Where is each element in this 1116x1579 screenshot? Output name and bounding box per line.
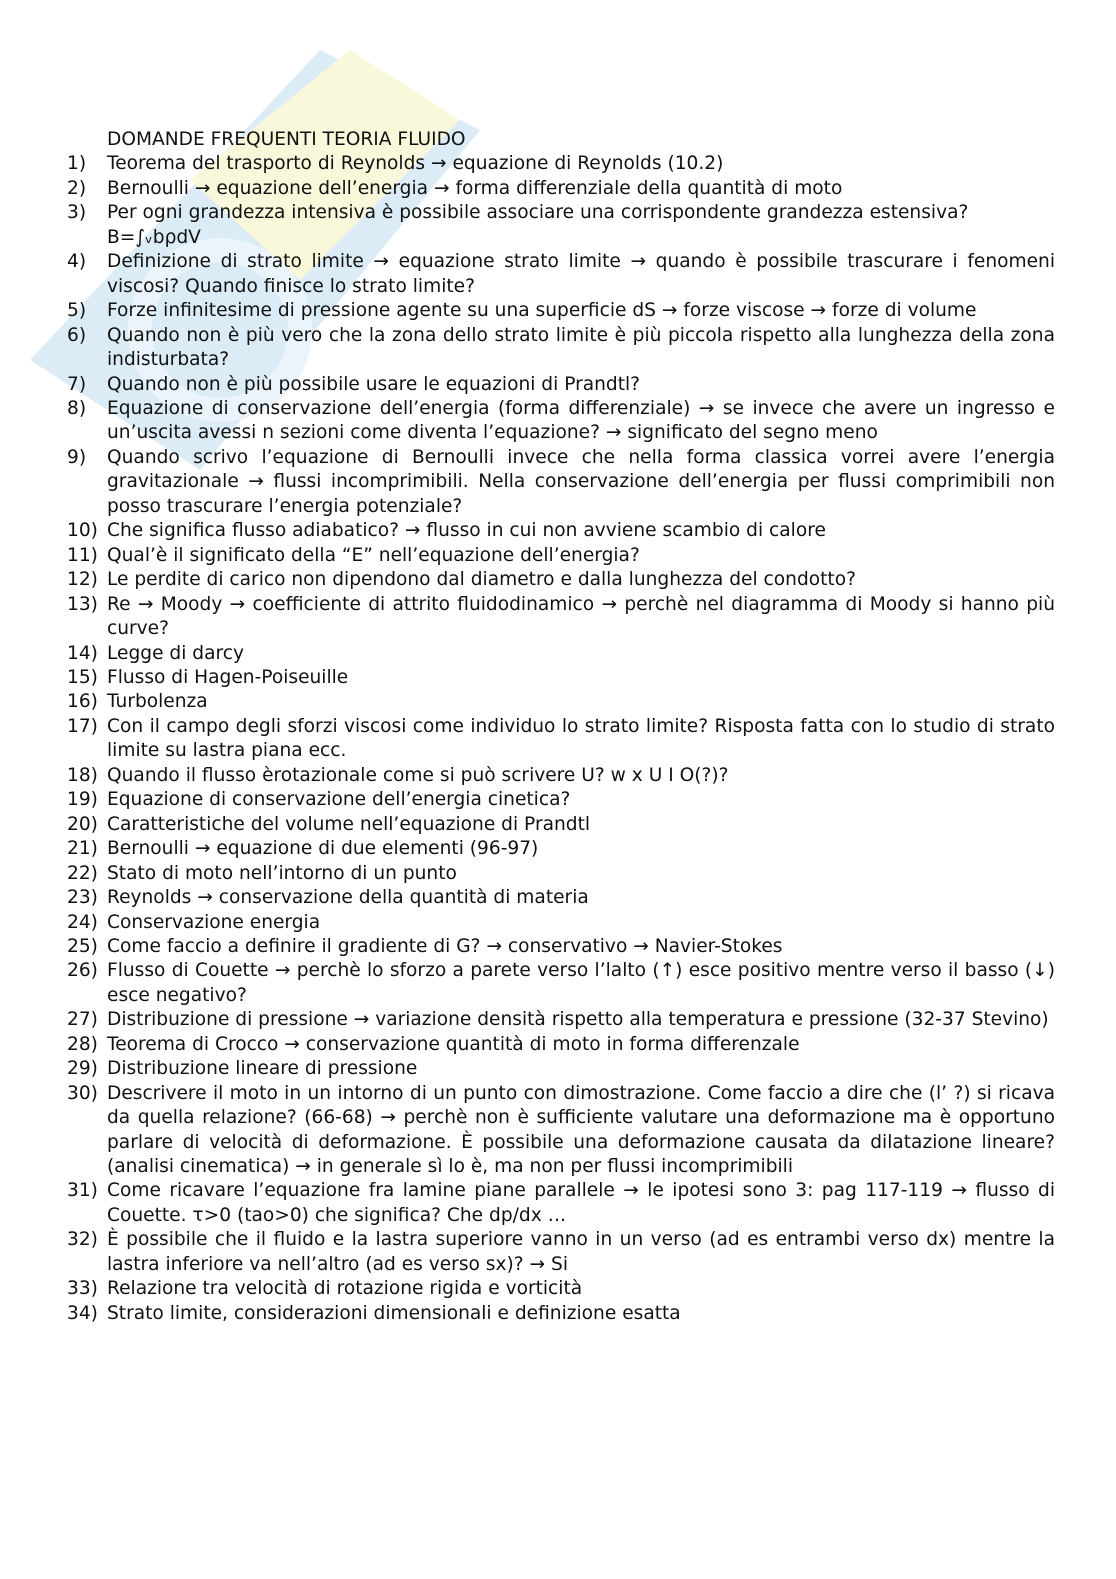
item-text-content: Come ricavare l’equazione fra lamine piane parallele → le ipotesi sono 3: pag 117-119 → flusso di Couette. τ>0 (tao>0) che significa? Che dp/dx … xyxy=(107,1180,1055,1226)
item-text-content: Caratteristiche del volume nell’equazione di Prandtl xyxy=(107,813,591,835)
list-item xyxy=(67,862,1055,886)
item-text-content: Definizione di strato limite → equazione strato limite → quando è possibile trascurare i fenomeni viscosi? Quando finisce lo strato limite? xyxy=(107,251,1055,297)
item-number: 7) xyxy=(67,373,87,395)
list-item xyxy=(67,1057,1055,1081)
item-text xyxy=(107,911,1055,935)
item-text xyxy=(107,397,1055,446)
list-item xyxy=(67,519,1055,543)
item-number: 9) xyxy=(67,446,87,468)
item-text xyxy=(107,1228,1055,1277)
item-number: 15) xyxy=(67,666,98,688)
list-item xyxy=(67,299,1055,323)
item-text-content: Quando non è più possibile usare le equazioni di Prandtl? xyxy=(107,373,641,395)
item-text xyxy=(107,1302,1055,1326)
list-item xyxy=(67,1008,1055,1032)
item-text-content: Equazione di conservazione dell’energia (forma differenziale) → se invece che avere un ingresso e un’uscita avessi n sezioni come diventa l’equazione? → significato del segno meno xyxy=(107,397,1055,444)
list-item xyxy=(67,446,1055,519)
item-text-content: Bernoulli → equazione dell’energia → forma differenziale della quantità di moto xyxy=(107,177,843,199)
list-item xyxy=(67,1277,1055,1301)
item-number: 30) xyxy=(67,1082,98,1104)
item-number: 20) xyxy=(67,813,98,835)
item-number: 13) xyxy=(67,593,98,615)
item-number: 28) xyxy=(67,1033,98,1055)
item-text-content: Stato di moto nell’intorno di un punto xyxy=(107,862,457,884)
item-number: 10) xyxy=(67,520,98,542)
list-item xyxy=(67,642,1055,666)
formula: B=∫ᵥbρdV xyxy=(107,226,201,248)
item-number: 34) xyxy=(67,1302,98,1324)
list-item xyxy=(67,544,1055,568)
list-item xyxy=(67,593,1055,642)
item-number: 1) xyxy=(67,153,87,175)
list-item xyxy=(67,324,1055,373)
document-title: DOMANDE FREQUENTI TEORIA FLUIDO xyxy=(107,129,466,150)
item-number: 31) xyxy=(67,1180,98,1202)
item-text-content: Turbolenza xyxy=(107,691,208,713)
item-text-content: Strato limite, considerazioni dimensionali e definizione esatta xyxy=(107,1302,681,1324)
item-text-content: Re → Moody → coefficiente di attrito fluidodinamico → perchè nel diagramma di Moody si hanno più curve? xyxy=(107,593,1055,640)
list-item xyxy=(67,1302,1055,1326)
list-item xyxy=(67,152,1055,176)
item-text xyxy=(107,935,1055,959)
item-text xyxy=(107,788,1055,812)
item-number: 32) xyxy=(67,1229,98,1251)
item-number: 29) xyxy=(67,1058,98,1080)
item-text-content: Teorema del trasporto di Reynolds → equazione di Reynolds (10.2) xyxy=(107,153,724,175)
item-text xyxy=(107,862,1055,886)
list-item xyxy=(67,764,1055,788)
list-item xyxy=(67,1228,1055,1277)
list-item xyxy=(67,1179,1055,1228)
item-number: 27) xyxy=(67,1009,98,1031)
item-number: 3) xyxy=(67,202,87,224)
item-text-content: Legge di darcy xyxy=(107,642,244,664)
list-item xyxy=(67,666,1055,690)
item-text-content: Flusso di Hagen-Poiseuille xyxy=(107,666,349,688)
item-number: 22) xyxy=(67,862,98,884)
item-number: 19) xyxy=(67,789,98,811)
item-text-content: Equazione di conservazione dell’energia cinetica? xyxy=(107,789,571,811)
list-item xyxy=(67,397,1055,446)
item-text-content: Quando non è più vero che la zona dello strato limite è più piccola rispetto alla lunghezza della zona indisturbata? xyxy=(107,324,1055,371)
list-item xyxy=(67,177,1055,201)
item-number: 21) xyxy=(67,838,98,860)
item-text xyxy=(107,519,1055,543)
list-item xyxy=(67,690,1055,714)
document-body xyxy=(67,128,1055,1326)
item-text xyxy=(107,1008,1055,1032)
item-number: 8) xyxy=(67,397,87,419)
item-number: 2) xyxy=(67,177,87,199)
item-text-content: Descrivere il moto in un intorno di un punto con dimostrazione. Come faccio a dire che (l’ ?) si ricava da quella relazione? (66-68) → perchè non è sufficiente valutare una deformazione ma è opportuno parlare di velocità di deformazione. È possibile una deformazione causata da dilatazione lineare? (analisi cinematica) → in generale sì lo è, ma non per flussi incomprimibili xyxy=(107,1082,1055,1178)
item-text-content: Per ogni grandezza intensiva è possibile associare una corrispondente grandezza estensiva? xyxy=(107,202,969,224)
item-number: 12) xyxy=(67,569,98,591)
item-text xyxy=(107,690,1055,714)
item-text-content: Come faccio a definire il gradiente di G? → conservativo → Navier-Stokes xyxy=(107,935,783,957)
item-text xyxy=(107,568,1055,592)
list-item xyxy=(67,250,1055,299)
item-text xyxy=(107,813,1055,837)
item-text xyxy=(107,642,1055,666)
item-number: 4) xyxy=(67,251,87,273)
item-number: 17) xyxy=(67,715,98,737)
list-item xyxy=(67,373,1055,397)
item-text xyxy=(107,593,1055,642)
item-text-content: Conservazione energia xyxy=(107,911,321,933)
item-text xyxy=(107,446,1055,519)
item-number: 5) xyxy=(67,300,87,322)
item-text-content: È possibile che il fluido e la lastra superiore vanno in un verso (ad es entrambi verso dx) mentre la lastra inferiore va nell’altro (ad es verso sx)? → Si xyxy=(107,1229,1055,1275)
item-text-content: Distribuzione di pressione → variazione densità rispetto alla temperatura e pressione (32-37 Stevino) xyxy=(107,1009,1049,1031)
item-text-content: Bernoulli → equazione di due elementi (96-97) xyxy=(107,838,539,860)
item-number: 6) xyxy=(67,324,87,346)
item-text xyxy=(107,837,1055,861)
item-text-content: Flusso di Couette → perchè lo sforzo a parete verso l’lalto (↑) esce positivo mentre verso il basso (↓) esce negativo? xyxy=(107,960,1055,1006)
item-text xyxy=(107,324,1055,373)
item-text-content: Quando scrivo l’equazione di Bernoulli invece che nella forma classica vorrei avere l’energia gravitazionale → flussi incomprimibili. Nella conservazione dell’energia per flussi comprimibili non posso trascurare l’energia potenziale? xyxy=(107,446,1055,517)
item-text xyxy=(107,1033,1055,1057)
item-number: 16) xyxy=(67,691,98,713)
list-item xyxy=(67,1082,1055,1180)
item-text-content: Quando il flusso èrotazionale come si può scrivere U? w x U I O(?)? xyxy=(107,764,729,786)
list-item xyxy=(67,935,1055,959)
item-number: 25) xyxy=(67,935,98,957)
item-text xyxy=(107,666,1055,690)
item-text xyxy=(107,299,1055,323)
list-item xyxy=(67,911,1055,935)
item-text xyxy=(107,373,1055,397)
item-number: 14) xyxy=(67,642,98,664)
item-text-content: Forze infinitesime di pressione agente su una superficie dS → forze viscose → forze di volume xyxy=(107,300,977,322)
list-item xyxy=(67,715,1055,764)
item-number: 33) xyxy=(67,1278,98,1300)
item-text xyxy=(107,1277,1055,1301)
list-item xyxy=(67,886,1055,910)
item-text-content: Reynolds → conservazione della quantità di materia xyxy=(107,887,589,909)
list-item xyxy=(67,568,1055,592)
item-text-content: Qual’è il significato della “E” nell’equazione dell’energia? xyxy=(107,544,640,566)
item-number: 11) xyxy=(67,544,98,566)
item-number: 26) xyxy=(67,960,98,982)
list-item xyxy=(67,788,1055,812)
item-number: 24) xyxy=(67,911,98,933)
item-text xyxy=(107,177,1055,201)
item-text xyxy=(107,1057,1055,1081)
item-text xyxy=(107,544,1055,568)
item-text xyxy=(107,764,1055,788)
item-text-content: Che significa flusso adiabatico? → flusso in cui non avviene scambio di calore xyxy=(107,520,826,542)
item-text-content: Distribuzione lineare di pressione xyxy=(107,1058,418,1080)
list-item xyxy=(67,201,1055,250)
question-list xyxy=(67,152,1055,1326)
item-text-content: Con il campo degli sforzi viscosi come individuo lo strato limite? Risposta fatta con lo studio di strato limite su lastra piana ecc. xyxy=(107,715,1055,762)
item-text-content: Teorema di Crocco → conservazione quantità di moto in forma differenzale xyxy=(107,1033,800,1055)
list-item xyxy=(67,1033,1055,1057)
item-number: 18) xyxy=(67,764,98,786)
item-text xyxy=(107,959,1055,1008)
item-text-content: Le perdite di carico non dipendono dal diametro e dalla lunghezza del condotto? xyxy=(107,569,856,591)
list-item xyxy=(67,959,1055,1008)
item-text xyxy=(107,1082,1055,1180)
item-text xyxy=(107,715,1055,764)
item-text xyxy=(107,250,1055,299)
list-item xyxy=(67,837,1055,861)
item-number: 23) xyxy=(67,887,98,909)
item-text xyxy=(107,1179,1055,1228)
item-text-content: Relazione tra velocità di rotazione rigida e vorticità xyxy=(107,1278,583,1300)
item-text xyxy=(107,201,1055,250)
list-item xyxy=(67,813,1055,837)
item-text xyxy=(107,886,1055,910)
item-text xyxy=(107,152,1055,176)
